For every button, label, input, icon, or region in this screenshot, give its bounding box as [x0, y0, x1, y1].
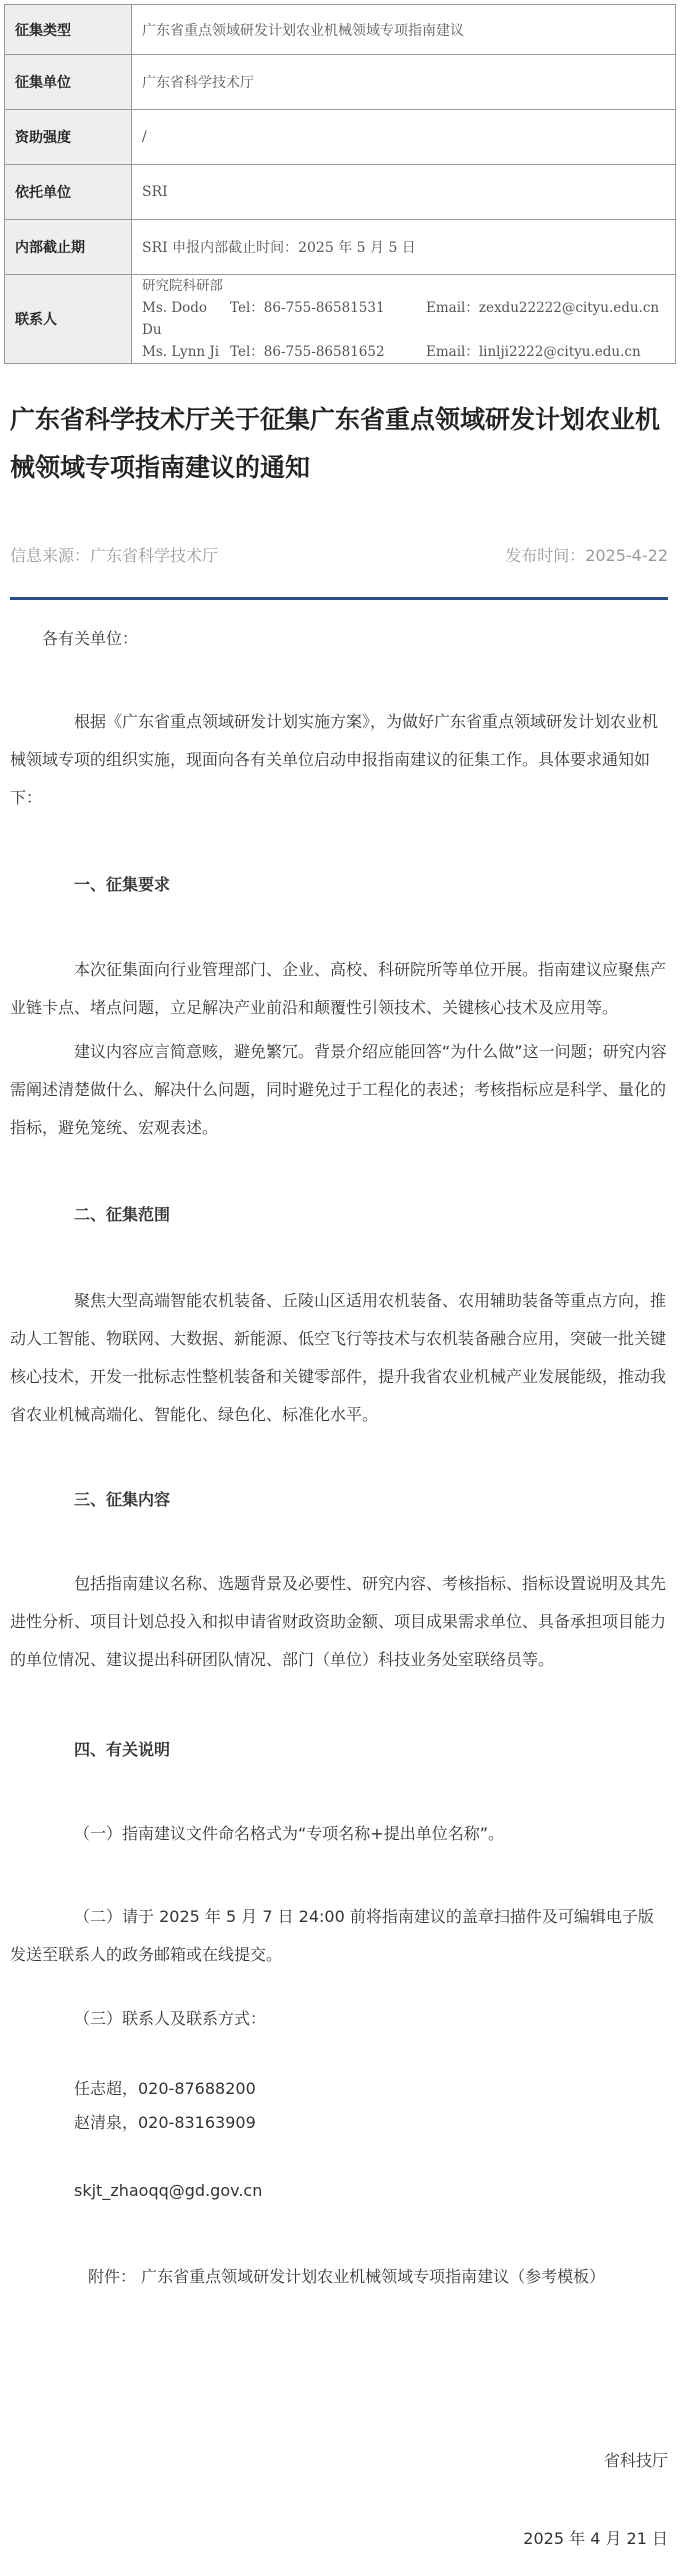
info-value: SRI — [132, 165, 676, 220]
contact-person — [142, 341, 665, 363]
body-paragraph: 聚焦大型高端智能农机装备、丘陵山区适用农机装备、农用辅助装备等重点方向，推动人工智能、物联网、大数据、新能源、低空飞行等技术与农机装备融合应用，突破一批关键核心技术，开发一批标志性整机装备和关键零部件，提升我省农业机械产业发展能级，推动我省农业机械高端化、智能化、绿色化、标准化水平。 — [10, 1291, 667, 1424]
info-label: 征集类型 — [5, 5, 132, 55]
info-row-contact — [5, 275, 676, 364]
info-value: 广东省科学技术厅 — [132, 55, 676, 110]
publish-date: 发布时间：2025-4-22 — [505, 546, 668, 565]
signature-date: 2025 年 4 月 21 日 — [523, 2529, 668, 2548]
signature: 省科技厅 — [603, 2451, 668, 2470]
contact-person — [142, 297, 665, 341]
contact-name: Ms. Dodo Du — [142, 300, 208, 338]
article-source: 信息来源：广东省科学技术厅 — [10, 546, 219, 565]
contact-entry: 赵清泉，020-83163909 — [74, 2113, 256, 2132]
contact-name: Ms. Lynn Ji — [142, 344, 220, 360]
contact-phone: Tel：86-755-86581531 — [230, 300, 385, 316]
info-label: 依托单位 — [5, 165, 132, 220]
contact-phone: Tel：86-755-86581652 — [230, 344, 385, 360]
info-value: 广东省重点领域研发计划农业机械领域专项指南建议 — [132, 5, 676, 55]
info-row-organizer — [5, 55, 676, 110]
body-paragraph: （二）请于 2025 年 5 月 7 日 24:00 前将指南建议的盖章扫描件及可编辑电子版发送至联系人的政务邮箱或在线提交。 — [10, 1907, 654, 1964]
info-row-host — [5, 165, 676, 220]
article-meta — [10, 543, 668, 573]
greeting: 各有关单位： — [42, 629, 139, 648]
info-row-deadline — [5, 220, 676, 275]
contact-email[interactable]: Email：linlji2222@cityu.edu.cn — [426, 344, 641, 360]
contact-cell — [132, 275, 676, 364]
body-paragraph: （一）指南建议文件命名格式为“专项名称+提出单位名称”。 — [74, 1824, 504, 1843]
intro-paragraph: 根据《广东省重点领域研发计划实施方案》，为做好广东省重点领域研发计划农业机械领域专项的组织实施，现面向各有关单位启动申报指南建议的征集工作。具体要求通知如下： — [10, 712, 659, 807]
article-title: 广东省科学技术厅关于征集广东省重点领域研发计划农业机械领域专项指南建议的通知 — [10, 405, 661, 482]
info-label: 征集单位 — [5, 55, 132, 110]
attachment-link[interactable]: 附件： 广东省重点领域研发计划农业机械领域专项指南建议（参考模板） — [88, 2267, 606, 2286]
body-paragraph: 建议内容应言简意赅，避免繁冗。背景介绍应能回答“为什么做”这一问题；研究内容需阐述清楚做什么、解决什么问题，同时避免过于工程化的表述；考核指标应是科学、量化的指标，避免笼统、宏观表述。 — [10, 1042, 667, 1137]
body-paragraph: 本次征集面向行业管理部门、企业、高校、科研院所等单位开展。指南建议应聚焦产业链卡点、堵点问题，立足解决产业前沿和颠覆性引领技术、关键核心技术及应用等。 — [10, 960, 667, 1017]
section-heading: 一、征集要求 — [74, 875, 171, 894]
info-value: SRI 申报内部截止时间：2025 年 5 月 5 日 — [132, 220, 676, 275]
info-label: 内部截止期 — [5, 220, 132, 275]
section-heading: 二、征集范围 — [74, 1205, 171, 1224]
contact-email[interactable]: Email：zexdu22222@cityu.edu.cn — [426, 300, 660, 316]
section-heading: 四、有关说明 — [74, 1740, 171, 1759]
contact-department: 研究院科研部 — [142, 278, 223, 294]
section-heading: 三、征集内容 — [74, 1490, 171, 1509]
contact-email-link[interactable]: skjt_zhaoqq@gd.gov.cn — [74, 2181, 263, 2200]
title-divider — [10, 597, 668, 600]
contact-entry: 任志超，020-87688200 — [74, 2079, 256, 2098]
info-row-type — [5, 5, 676, 55]
body-paragraph: 包括指南建议名称、选题背景及必要性、研究内容、考核指标、指标设置说明及其先进性分析、项目计划总投入和拟申请省财政资助金额、项目成果需求单位、具备承担项目能力的单位情况、建议提出科研团队情况、部门（单位）科技业务处室联络员等。 — [10, 1574, 667, 1669]
info-label: 联系人 — [5, 275, 132, 364]
info-row-funding — [5, 110, 676, 165]
info-label: 资助强度 — [5, 110, 132, 165]
body-paragraph: （三）联系人及联系方式： — [74, 2009, 267, 2028]
project-info-table — [4, 4, 676, 364]
info-value: / — [132, 110, 676, 165]
